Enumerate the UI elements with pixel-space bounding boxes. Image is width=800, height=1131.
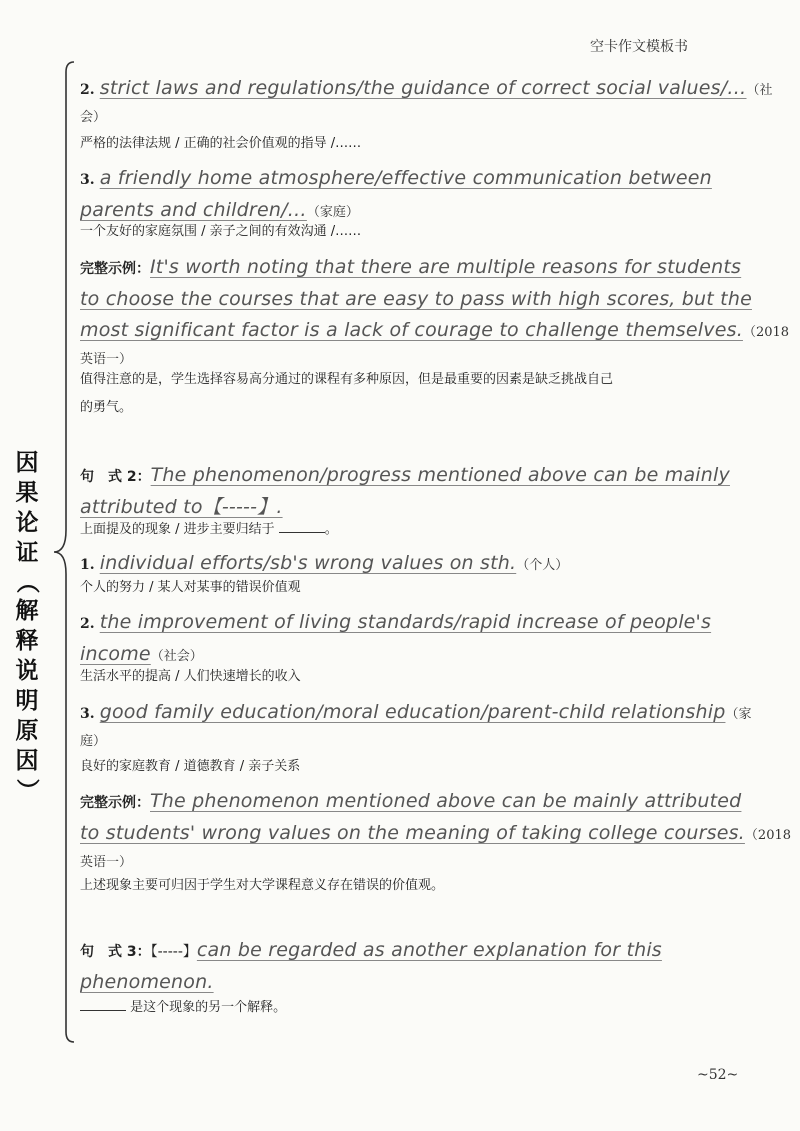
pattern-label: 句 式 2： bbox=[80, 469, 151, 485]
source-note: （2018 bbox=[742, 325, 790, 340]
fill-blank bbox=[279, 520, 325, 533]
item-number: 3. bbox=[80, 706, 95, 722]
phrase-english: individual efforts/sb's wrong values on sth. bbox=[99, 552, 517, 574]
side-label-char: 因 bbox=[15, 748, 39, 774]
category-tag: （社会） bbox=[150, 649, 203, 664]
fill-placeholder: 【-----】 bbox=[150, 944, 197, 960]
section-side-label bbox=[10, 448, 44, 804]
example-english: The phenomenon mentioned above can be mainly attributed bbox=[150, 790, 742, 812]
side-label-char: 解 bbox=[15, 598, 39, 624]
category-tag: （个人） bbox=[516, 558, 569, 573]
phrase-chinese: 良好的家庭教育 / 道德教育 / 亲子关系 bbox=[80, 759, 301, 774]
side-label-char: 证 bbox=[15, 540, 39, 566]
example-label: 完整示例： bbox=[80, 261, 150, 277]
pattern-chinese: 是这个现象的另一个解释。 bbox=[80, 994, 742, 1022]
side-label-char: 论 bbox=[15, 510, 39, 536]
list-item bbox=[80, 697, 752, 754]
source-note: 英语一） bbox=[80, 855, 133, 870]
full-example bbox=[80, 252, 790, 372]
example-chinese: 值得注意的是，学生选择容易高分通过的课程有多种原因，但是最重要的因素是缺乏挑战自己 的勇气。 bbox=[80, 372, 614, 415]
fill-blank bbox=[80, 998, 126, 1011]
phrase-chinese: 一个友好的家庭氛围 / 亲子之间的有效沟通 /…… bbox=[80, 224, 362, 239]
side-label-paren: （ bbox=[14, 570, 40, 594]
side-label-char: 因 bbox=[15, 450, 39, 476]
pattern-chinese: 上面提及的现象 / 进步主要归结于 。 bbox=[80, 522, 338, 537]
pattern-label: 句 式 3： bbox=[80, 944, 151, 960]
example-english: to students' wrong values on the meaning of taking college courses. bbox=[80, 822, 745, 844]
item-number: 1. bbox=[80, 557, 95, 573]
side-label-char: 说 bbox=[15, 658, 39, 684]
sentence-pattern bbox=[80, 935, 742, 998]
category-tag: （家 bbox=[725, 707, 752, 722]
category-tag: 庭） bbox=[80, 734, 107, 749]
side-label-char: 原 bbox=[15, 718, 39, 744]
phrase-english: parents and children/… bbox=[80, 199, 307, 221]
pattern-english: can be regarded as another explanation for this bbox=[196, 939, 662, 961]
side-label-char: 果 bbox=[15, 480, 39, 506]
pattern-english: attributed to【-----】. bbox=[80, 496, 283, 518]
phrase-english: the improvement of living standards/rapid increase of people's bbox=[99, 611, 712, 633]
list-item bbox=[80, 73, 773, 130]
example-chinese: 上述现象主要可归因于学生对大学课程意义存在错误的价值观。 bbox=[80, 878, 445, 893]
phrase-chinese: 严格的法律法规 / 正确的社会价值观的指导 /…… bbox=[80, 136, 362, 151]
source-note: 英语一） bbox=[80, 352, 133, 367]
full-example bbox=[80, 786, 792, 875]
sentence-pattern bbox=[80, 460, 742, 523]
side-label-paren: ） bbox=[14, 778, 40, 802]
pattern-english: phenomenon. bbox=[80, 971, 214, 993]
book-title: 空卡作文模板书 bbox=[590, 39, 688, 55]
phrase-chinese: 生活水平的提高 / 人们快速增长的收入 bbox=[80, 669, 301, 684]
item-number: 2. bbox=[80, 82, 95, 98]
example-english: It's worth noting that there are multiple reasons for students bbox=[150, 256, 742, 278]
side-label-char: 明 bbox=[15, 688, 39, 714]
pattern-english: The phenomenon/progress mentioned above can be mainly bbox=[150, 464, 730, 486]
phrase-english: a friendly home atmosphere/effective communication between bbox=[99, 167, 712, 189]
side-label-char: 释 bbox=[15, 628, 39, 654]
item-number: 3. bbox=[80, 172, 95, 188]
source-note: （2018 bbox=[744, 828, 792, 843]
phrase-english: good family education/moral education/parent-child relationship bbox=[99, 701, 726, 723]
category-tag: （社 bbox=[746, 83, 773, 98]
example-english: most significant factor is a lack of courage to challenge themselves. bbox=[80, 319, 743, 341]
category-tag: 会） bbox=[80, 110, 107, 125]
phrase-english: strict laws and regulations/the guidance of correct social values/… bbox=[99, 77, 747, 99]
example-english: to choose the courses that are easy to pass with high scores, but the bbox=[80, 288, 752, 310]
category-tag: （家庭） bbox=[306, 205, 359, 220]
page-number: ~52~ bbox=[697, 1067, 739, 1083]
item-number: 2. bbox=[80, 616, 95, 632]
example-label: 完整示例： bbox=[80, 795, 150, 811]
phrase-chinese: 个人的努力 / 某人对某事的错误价值观 bbox=[80, 580, 301, 595]
phrase-english: income bbox=[80, 643, 151, 665]
